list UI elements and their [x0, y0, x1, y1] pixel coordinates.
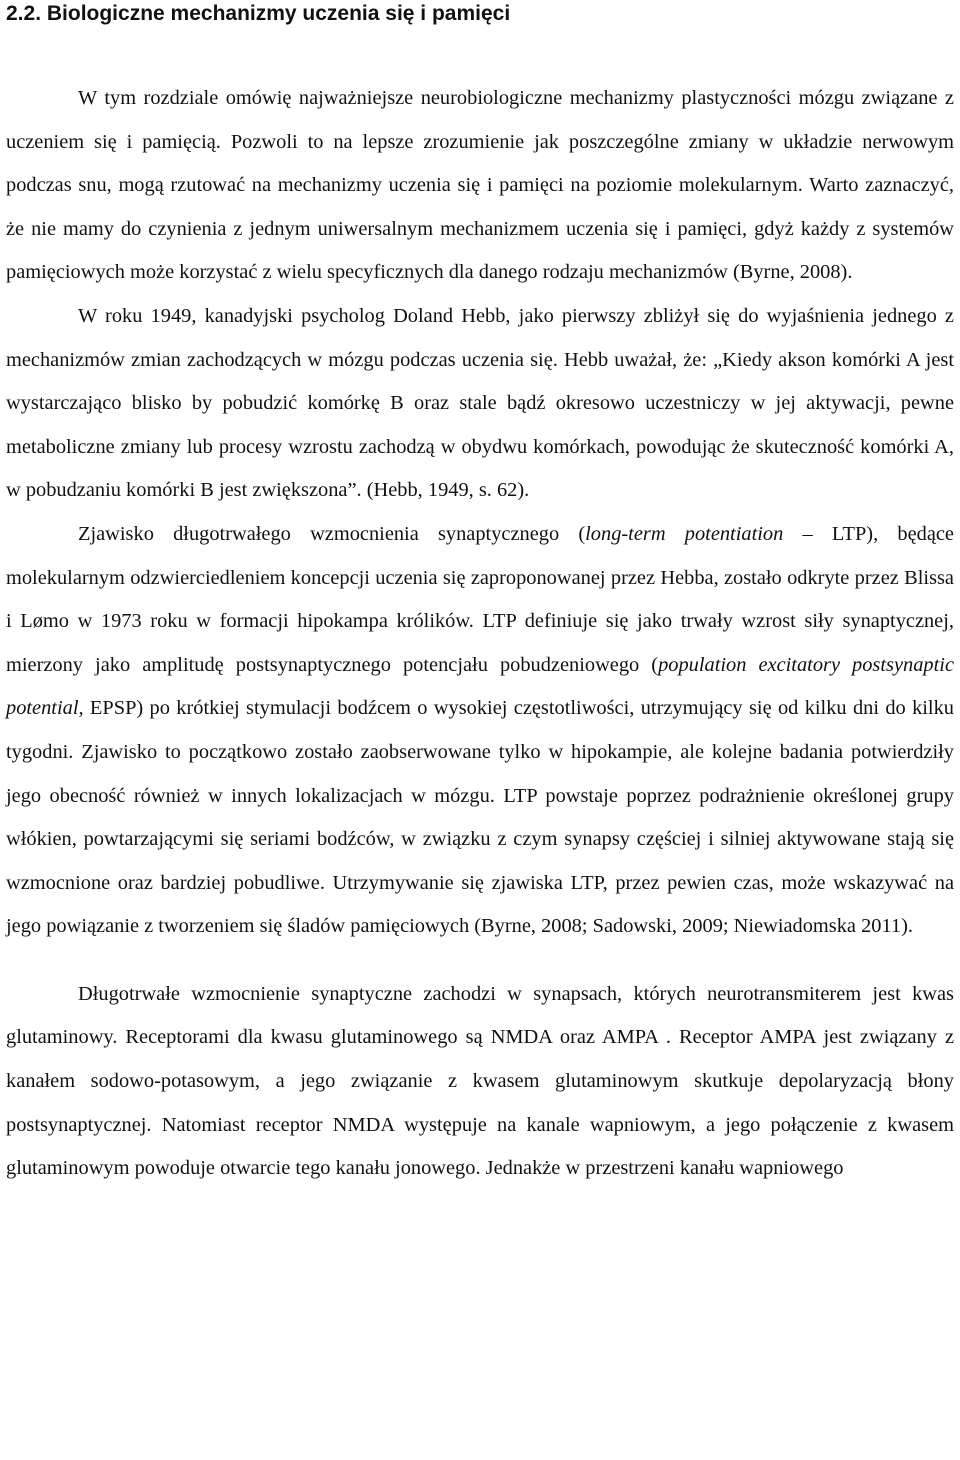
paragraph-ltp-text-1: Zjawisko długotrwałego wzmocnienia synaptycznego (: [78, 522, 586, 545]
paragraph-ltp-text-2: – LTP), będące molekularnym odzwierciedleniem koncepcji uczenia się zaproponowanej przez Hebba, zostało odkryte przez Blissa i Lømo w 1973 roku w formacji hipokampa królików. LTP definiuje się jako trwały wzrost siły synaptycznej, mierzony jako amplitudę postsynaptycznego potencjału pobudzeniowego (: [6, 522, 954, 676]
paragraph-hebb: W roku 1949, kanadyjski psycholog Doland Hebb, jako pierwszy zbliżył się do wyjaśnienia jednego z mechanizmów zmian zachodzących w mózgu podczas uczenia się. Hebb uważał, że: „Kiedy akson komórki A jest wystarczająco blisko by pobudzić komórkę B oraz stale bądź okresowo uczestniczy w jej aktywacji, pewne metaboliczne zmiany lub procesy wzrostu zachodzą w obydwu komórkach, powodując że skuteczność komórki A, w pobudzaniu komórki B jest zwiększona”. (Hebb, 1949, s. 62).: [6, 304, 954, 502]
paragraph-ltp-term-italic: long-term potentiation: [585, 522, 784, 545]
paragraph-ltp-epsp-italic: population excitatory postsynaptic potential,: [6, 653, 954, 720]
paragraph-ltp-text-3: EPSP) po krótkiej stymulacji bodźcem o wysokiej częstotliwości, utrzymujący się od kilku dni do kilku tygodni. Zjawisko to początkowo zostało zaobserwowane tylko w hipokampie, ale kolejne badania potwierdziły jego obecność również w innych lokalizacjach w mózgu. LTP powstaje poprzez podrażnienie określonej grupy włókien, powtarzającymi się seriami bodźców, w związku z czym synapsy częściej i silniej aktywowane stają się wzmocnione oraz bardziej pobudliwe. Utrzymywanie się zjawiska LTP, przez pewien czas, może wskazywać na jego powiązanie z tworzeniem się śladów pamięciowych (Byrne, 2008; Sadowski, 2009; Niewiadomska 2011).: [6, 697, 954, 938]
paragraph-ltp: [6, 513, 954, 949]
document-page: [6, 0, 954, 1191]
paragraph-intro: W tym rozdziale omówię najważniejsze neurobiologiczne mechanizmy plastyczności mózgu związane z uczeniem się i pamięcią. Pozwoli to na lepsze zrozumienie jak poszczególne zmiany w układzie nerwowym podczas snu, mogą rzutować na mechanizmy uczenia się i pamięci na poziomie molekularnym. Warto zaznaczyć, że nie mamy do czynienia z jednym uniwersalnym mechanizmem uczenia się i pamięci, gdyż każdy z systemów pamięciowych może korzystać z wielu specyficznych dla danego rodzaju mechanizmów (Byrne, 2008).: [6, 87, 954, 284]
paragraph-glutamate-receptors: Długotrwałe wzmocnienie synaptyczne zachodzi w synapsach, których neurotransmiterem jest kwas glutaminowy. Receptorami dla kwasu glutaminowego są NMDA oraz AMPA . Receptor AMPA jest związany z kanałem sodowo-potasowym, a jego związanie z kwasem glutaminowym skutkuje depolaryzacją błony postsynaptycznej. Natomiast receptor NMDA występuje na kanale wapniowym, a jego połączenie z kwasem glutaminowym powoduje otwarcie tego kanału jonowego. Jednakże w przestrzeni kanału wapniowego: [6, 982, 954, 1180]
section-heading: 2.2. Biologiczne mechanizmy uczenia się i pamięci: [6, 2, 511, 25]
